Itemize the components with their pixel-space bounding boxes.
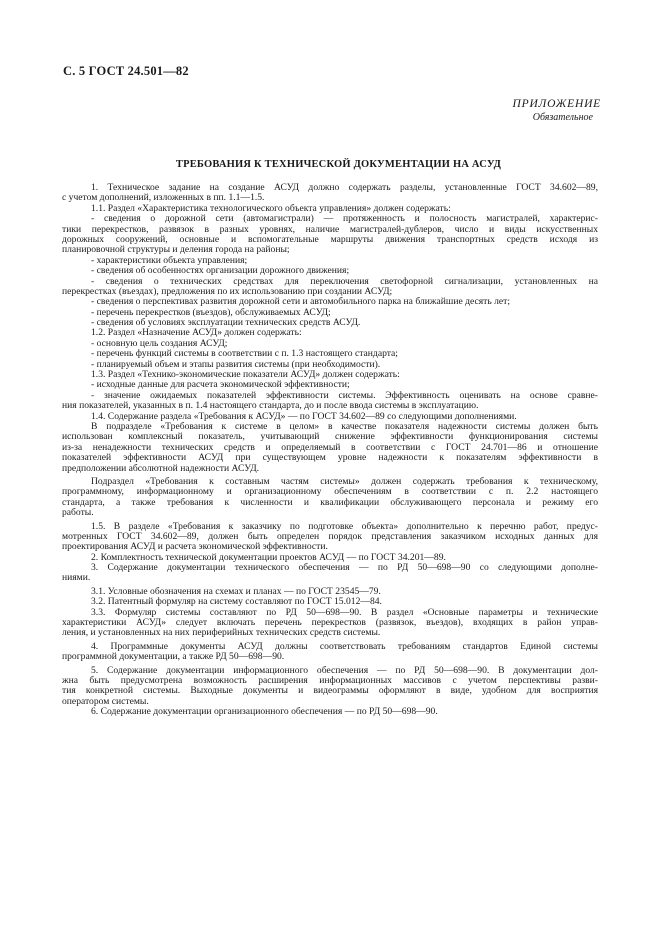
text-line: из-за ненадежности технических средств и определяемый в соответствии с ГОСТ 24.701—86 и отношение bbox=[62, 441, 598, 453]
text-line: - сведения о дорожной сети (автомагистрали) — протяженность и полосность магистралей, характерис- bbox=[91, 213, 598, 225]
text-line: тики перекрестков, развязок в разных уровнях, наличие магистралей-дублеров, число и виды искусственных bbox=[62, 223, 598, 235]
text-line: дорожных сооружений, основные и вспомогательные маршруты движения транспортных средств исходя из bbox=[62, 233, 598, 245]
text-line: 3.1. Условные обозначения на схемах и планах — по ГОСТ 23545—79. bbox=[91, 585, 381, 597]
text-line: - основную цель создания АСУД; bbox=[91, 337, 228, 349]
text-line: - характеристики объекта управления; bbox=[91, 254, 248, 266]
appendix-title: ПРИЛОЖЕНИЕ bbox=[512, 98, 601, 110]
text-line: - планируемый объем и этапы развития системы (при необходимости). bbox=[91, 358, 381, 370]
text-line: использован комплексный показатель, учитывающий снижение эффективности функционирования системы bbox=[62, 431, 598, 443]
text-line: мотренных ГОСТ 34.602—89, должен быть определен порядок представления заказчиком исходных данных для bbox=[62, 530, 598, 542]
text-line: 1.4. Содержание раздела «Требования к АСУД» — по ГОСТ 34.602—89 со следующими дополнениями. bbox=[91, 410, 517, 422]
text-line: оператором системы. bbox=[62, 695, 149, 707]
text-line: перекрестках (въездах), предложения по их использованию при создании АСУД; bbox=[62, 285, 393, 297]
text-line: предположении абсолютной надежности АСУД. bbox=[62, 462, 260, 474]
page-header: С. 5 ГОСТ 24.501—82 bbox=[63, 64, 189, 78]
text-line: 5. Содержание документации информационного обеспечения — по РД 50—698—90. В документации дол- bbox=[91, 664, 598, 676]
text-line: - значение ожидаемых показателей эффективности системы. Эффективность оценивать на основе сравне- bbox=[91, 389, 598, 401]
text-line: программной документации, а также РД 50—698—90. bbox=[62, 651, 285, 663]
text-line: характеристики АСУД» следует включать перечень перекрестков (развязок, въездов), входящих в район управ- bbox=[62, 617, 598, 629]
text-line: 1.3. Раздел «Технико-экономические показатели АСУД» должен содержать: bbox=[91, 369, 400, 381]
appendix-label bbox=[513, 98, 601, 124]
text-line: ниями. bbox=[62, 572, 91, 584]
text-line: 3. Содержание документации технического обеспечения — по РД 50—698—90 со следующими дополне- bbox=[91, 562, 598, 574]
text-line: показателей эффективности АСУД при существующем уровне надежности к показателям эффективности в bbox=[62, 452, 598, 464]
text-line: - перечень функций системы в соответствии с п. 1.3 настоящего стандарта; bbox=[91, 348, 398, 360]
text-line: программному, информационному и организационному обеспечениям в соответствии с п. 2.2 настоящего bbox=[62, 486, 598, 498]
text-line: - сведения о перспективах развития дорожной сети и автомобильного парка на ближайшие десять лет; bbox=[91, 296, 511, 308]
text-line: работы. bbox=[62, 507, 94, 519]
text-line: ния показателей, указанных в п. 1.4 настоящего стандарта, до и после ввода системы в эксплуатацию. bbox=[62, 400, 479, 412]
text-line: 4. Программные документы АСУД должны соответствовать требованиям стандартов Единой системы bbox=[91, 640, 598, 652]
text-line: - перечень перекрестков (въездов), обслуживаемых АСУД; bbox=[91, 306, 331, 318]
text-line: Подраздел «Требования к составным частям системы» должен содержать требования к техническому, bbox=[91, 475, 598, 487]
document-title: ТРЕБОВАНИЯ К ТЕХНИЧЕСКОЙ ДОКУМЕНТАЦИИ НА АСУД bbox=[175, 159, 502, 170]
text-line: проектирования АСУД и расчета экономической эффективности. bbox=[62, 541, 328, 553]
text-line: ления, и установленных на них периферийных технических средств системы. bbox=[62, 627, 381, 639]
text-line: - исходные данные для расчета экономической эффективности; bbox=[91, 379, 350, 391]
text-line: тия конкретной системы. Выходные документы и видеограммы оформляют в виде, удобном для восприятия bbox=[62, 685, 598, 697]
text-line: стандарта, а также требования к численности и квалификации обслуживающего персонала и режиму его bbox=[62, 496, 598, 508]
text-line: 1.5. В разделе «Требования к заказчику по подготовке объекта» дополнительно к перечню работ, предус- bbox=[91, 520, 598, 532]
text-line: 1.1. Раздел «Характеристика технологического объекта управления» должен содержать: bbox=[91, 202, 451, 214]
text-line: - сведения об условиях эксплуатации технических средств АСУД. bbox=[91, 317, 361, 329]
text-line: 1.2. Раздел «Назначение АСУД» должен содержать: bbox=[91, 327, 302, 339]
text-line: - сведения о технических средствах для переключения светофорной сигнализации, установленных на bbox=[91, 275, 598, 287]
text-line: жна быть предусмотрена возможность расширения информационных массивов с учетом перспективы разви- bbox=[62, 674, 598, 686]
text-line: 2. Комплектность технической документации проектов АСУД — по ГОСТ 34.201—89. bbox=[91, 551, 446, 563]
text-line: - сведения об особенностях организации дорожного движения; bbox=[91, 265, 350, 277]
text-line: 1. Техническое задание на создание АСУД должно содержать разделы, установленные ГОСТ 34.602—89, bbox=[91, 182, 598, 193]
text-line: с учетом дополнений, изложенных в пп. 1.1—1.5. bbox=[62, 192, 265, 204]
text-line: 3.3. Формуляр системы составляют по РД 50—698—90. В раздел «Основные параметры и технические bbox=[91, 606, 598, 618]
text-line: 6. Содержание документации организационного обеспечения — по РД 50—698—90. bbox=[91, 706, 438, 718]
appendix-subtitle: Обязательное bbox=[532, 112, 593, 123]
document-body bbox=[62, 183, 598, 718]
text-line: В подразделе «Требования к системе в целом» в качестве показателя надежности системы должен быть bbox=[91, 420, 598, 432]
text-line: 3.2. Патентный формуляр на систему составляют по ГОСТ 15.012—84. bbox=[91, 596, 382, 608]
text-line: планировочной структуры и деления города на районы; bbox=[62, 244, 290, 256]
